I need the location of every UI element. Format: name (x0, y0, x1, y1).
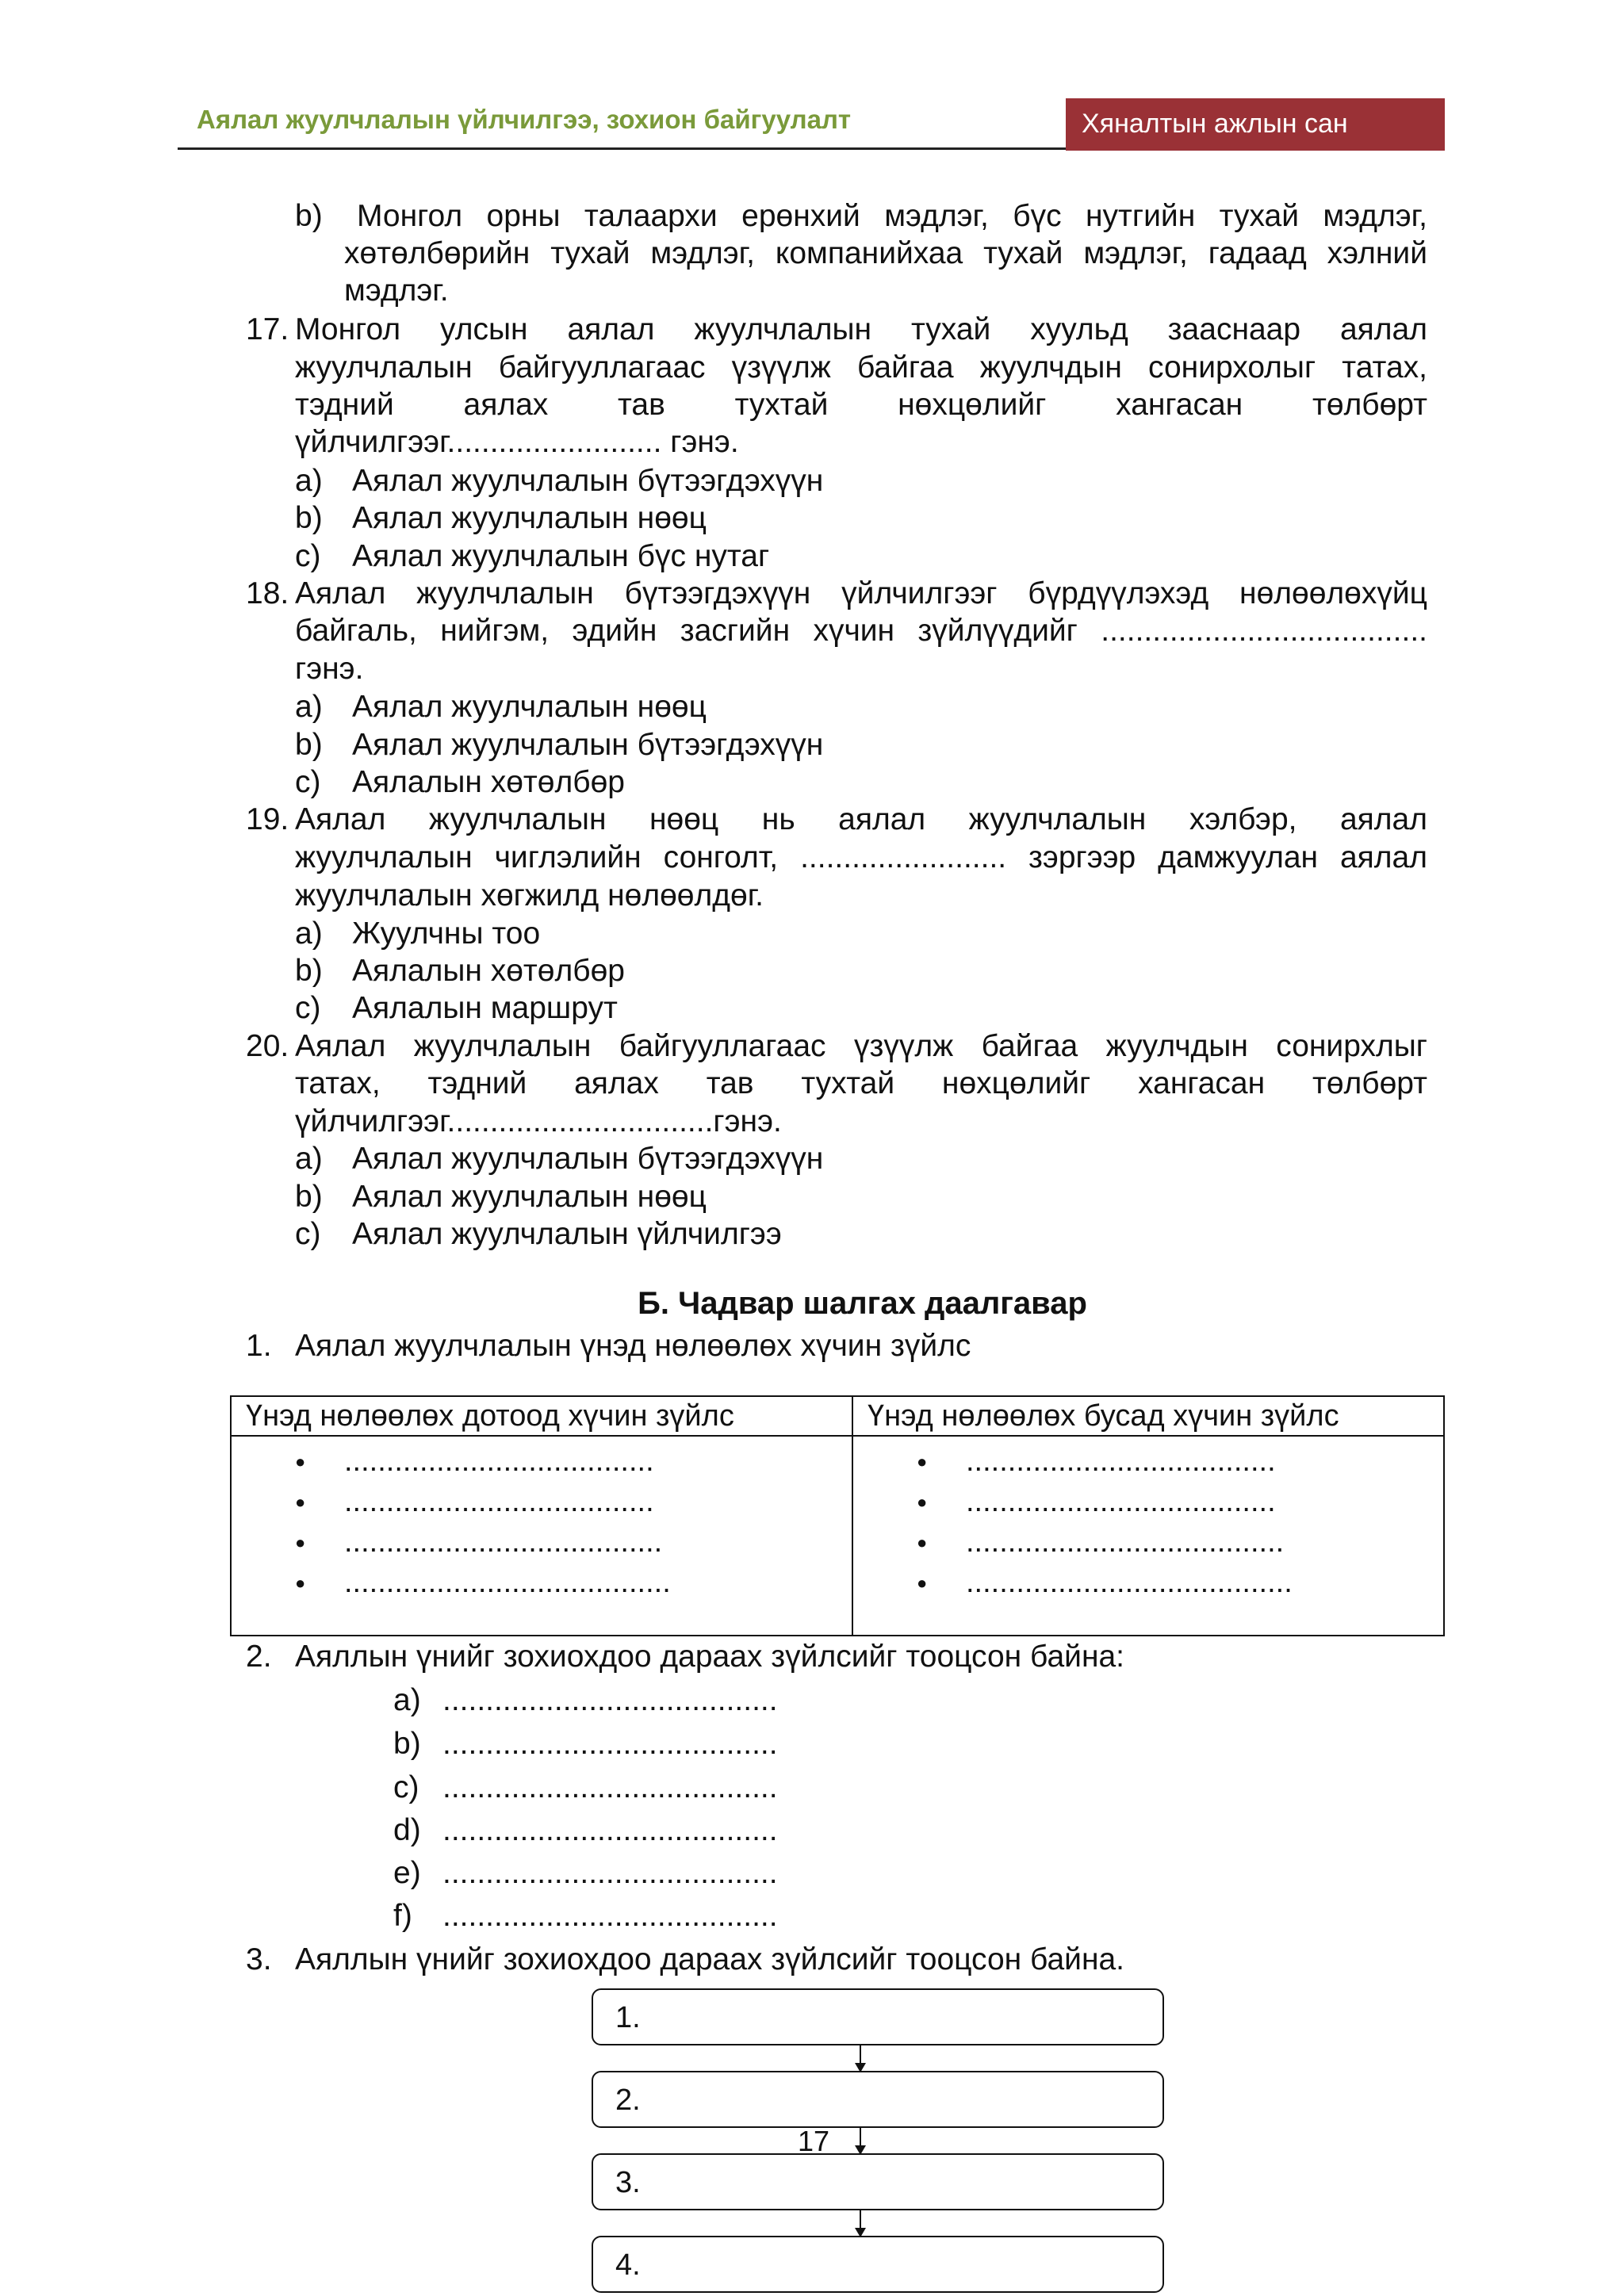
internal-factor-item: ● ..................................... (232, 1482, 852, 1522)
q20-option-b-label: b) (295, 1180, 323, 1214)
q17-line3: тэдний аялах тав тухтай нөхцөлийг хангасан төлбөрт (295, 388, 1427, 422)
q18-line1: Аялал жуулчлалын бүтээгдэхүүн үйлчилгээг бүрдүүлэхэд нөлөөлөхүйц (295, 576, 1427, 610)
other-factor-item: ● ....................................... (853, 1563, 1443, 1603)
q16-option-b-line3: мэдлэг. (344, 274, 449, 308)
q20-number: 20. (246, 1029, 289, 1063)
task3-number: 3. (246, 1942, 272, 1976)
page-number: 17 (798, 2125, 830, 2157)
task2-item-c-blank: ....................................... (442, 1770, 778, 1804)
other-factor-item: ● ..................................... (853, 1482, 1443, 1522)
q20-line3: үйлчилгээг...............................гэнэ. (295, 1104, 782, 1138)
q17-option-b-text: Аялал жуулчлалын нөөц (352, 501, 707, 535)
flow-box-1 (592, 1988, 1164, 2045)
flow-box-4 (592, 2236, 1164, 2293)
task2-item-b-blank: ....................................... (442, 1727, 778, 1761)
q18-option-c-text: Аялалын хөтөлбөр (352, 765, 625, 799)
q19-option-b-label: b) (295, 954, 323, 988)
q19-option-c-text: Аялалын маршрут (352, 991, 618, 1025)
q20-option-c-label: c) (295, 1217, 321, 1251)
q17-option-c-label: c) (295, 539, 321, 573)
task1-number: 1. (246, 1329, 272, 1363)
q20-option-a-label: a) (295, 1142, 323, 1176)
task2-item-b-label: b) (393, 1727, 421, 1761)
flow-box-3-label: 3. (615, 2166, 641, 2199)
internal-factor-item: ● ..................................... (232, 1441, 852, 1482)
other-factor-item: ● ..................................... (853, 1441, 1443, 1482)
q19-line3: жуулчлалын хөгжилд нөлөөлдөг. (295, 878, 764, 913)
task3-text: Аяллын үнийг зохиохдоо дараах зүйлсийг тооцсон байна. (295, 1942, 1125, 1976)
task2-item-e-blank: ....................................... (442, 1856, 778, 1890)
q17-option-a-label: a) (295, 464, 323, 498)
flow-box-4-label: 4. (615, 2248, 641, 2282)
q20-option-b-text: Аялал жуулчлалын нөөц (352, 1180, 707, 1214)
q19-option-b-text: Аялалын хөтөлбөр (352, 954, 625, 988)
header-right-title: Хяналтын ажлын сан (1082, 109, 1348, 139)
q18-option-a-text: Аялал жуулчлалын нөөц (352, 690, 707, 724)
flow-box-2-label: 2. (615, 2084, 641, 2117)
header-left-title: Аялал жуулчлалын үйлчилгээ, зохион байгуулалт (197, 105, 852, 134)
task2-item-f-blank: ....................................... (442, 1899, 778, 1933)
q19-line2: жуулчлалын чиглэлийн сонголт, ........................ зэргээр дамжуулан аялал (295, 840, 1427, 874)
flow-arrow-2 (860, 2128, 861, 2153)
section-b-title: Б. Чадвар шалгах даалгавар (638, 1286, 1087, 1321)
other-factor-item: ● ...................................... (853, 1522, 1443, 1563)
q19-option-a-text: Жуулчны тоо (352, 916, 541, 951)
q19-line1: Аялал жуулчлалын нөөц нь аялал жуулчлалын хэлбэр, аялал (295, 802, 1427, 836)
q19-option-c-label: c) (295, 991, 321, 1025)
q20-option-a-text: Аялал жуулчлалын бүтээгдэхүүн (352, 1142, 824, 1176)
q18-option-c-label: c) (295, 765, 321, 799)
flow-box-3 (592, 2153, 1164, 2210)
q17-option-a-text: Аялал жуулчлалын бүтээгдэхүүн (352, 464, 824, 498)
task2-item-d-label: d) (393, 1813, 421, 1847)
q16-option-b-line1: Монгол орны талаархи ерөнхий мэдлэг, бүс нутгийн тухай мэдлэг, (357, 199, 1427, 233)
task2-item-a-label: a) (393, 1683, 421, 1717)
table-header-internal: Үнэд нөлөөлөх дотоод хүчин зүйлс (231, 1396, 852, 1436)
q19-option-a-label: a) (295, 916, 323, 951)
q17-number: 17. (246, 312, 289, 346)
q18-option-b-text: Аялал жуулчлалын бүтээгдэхүүн (352, 728, 824, 762)
internal-factor-item: ● ....................................... (232, 1563, 852, 1603)
internal-factor-item: ● ...................................... (232, 1522, 852, 1563)
header-rule (178, 147, 1066, 150)
q17-line4: үйлчилгээг......................... гэнэ. (295, 425, 739, 459)
task2-number: 2. (246, 1640, 272, 1674)
table-cell-other (852, 1436, 1444, 1636)
header-right-banner (1066, 98, 1445, 151)
flow-box-1-label: 1. (615, 2001, 641, 2034)
task2-item-e-label: e) (393, 1856, 421, 1890)
task2-item-d-blank: ....................................... (442, 1813, 778, 1847)
table-header-other: Үнэд нөлөөлөх бусад хүчин зүйлс (852, 1396, 1444, 1436)
price-factors-table (230, 1395, 1445, 1636)
flow-arrow-1 (860, 2045, 861, 2071)
flow-arrow-3 (860, 2210, 861, 2236)
q19-number: 19. (246, 802, 289, 836)
q17-option-b-label: b) (295, 501, 323, 535)
task2-text: Аяллын үнийг зохиохдоо дараах зүйлсийг тооцсон байна: (295, 1640, 1125, 1674)
q20-line1: Аялал жуулчлалын байгууллагаас үзүүлж байгаа жуулчдын сонирхлыг (295, 1029, 1427, 1063)
table-cell-internal (231, 1436, 852, 1636)
q18-number: 18. (246, 576, 289, 610)
q18-option-b-label: b) (295, 728, 323, 762)
q17-option-c-text: Аялал жуулчлалын бүс нутаг (352, 539, 770, 573)
q18-line2: байгаль, нийгэм, эдийн засгийн хүчин зүйлүүдийг ...................................... (295, 614, 1427, 648)
q16-option-b-label: b) (295, 199, 323, 233)
q18-line3: гэнэ. (295, 652, 364, 686)
task2-item-c-label: c) (393, 1770, 419, 1804)
q16-option-b-line2: хөтөлбөрийн тухай мэдлэг, компанийхаа тухай мэдлэг, гадаад хэлний (344, 236, 1427, 270)
task1-text: Аялал жуулчлалын үнэд нөлөөлөх хүчин зүйлс (295, 1329, 971, 1363)
q20-line2: татах, тэдний аялах тав тухтай нөхцөлийг хангасан төлбөрт (295, 1066, 1427, 1100)
q18-option-a-label: a) (295, 690, 323, 724)
flow-box-2 (592, 2071, 1164, 2128)
q17-line2: жуулчлалын байгууллагаас үзүүлж байгаа жуулчдын сонирхолыг татах, (295, 350, 1427, 385)
q20-option-c-text: Аялал жуулчлалын үйлчилгээ (352, 1217, 782, 1251)
task2-item-a-blank: ....................................... (442, 1683, 778, 1717)
q17-line1: Монгол улсын аялал жуулчлалын тухай хуульд зааснаар аялал (295, 312, 1427, 346)
task2-item-f-label: f) (393, 1899, 412, 1933)
